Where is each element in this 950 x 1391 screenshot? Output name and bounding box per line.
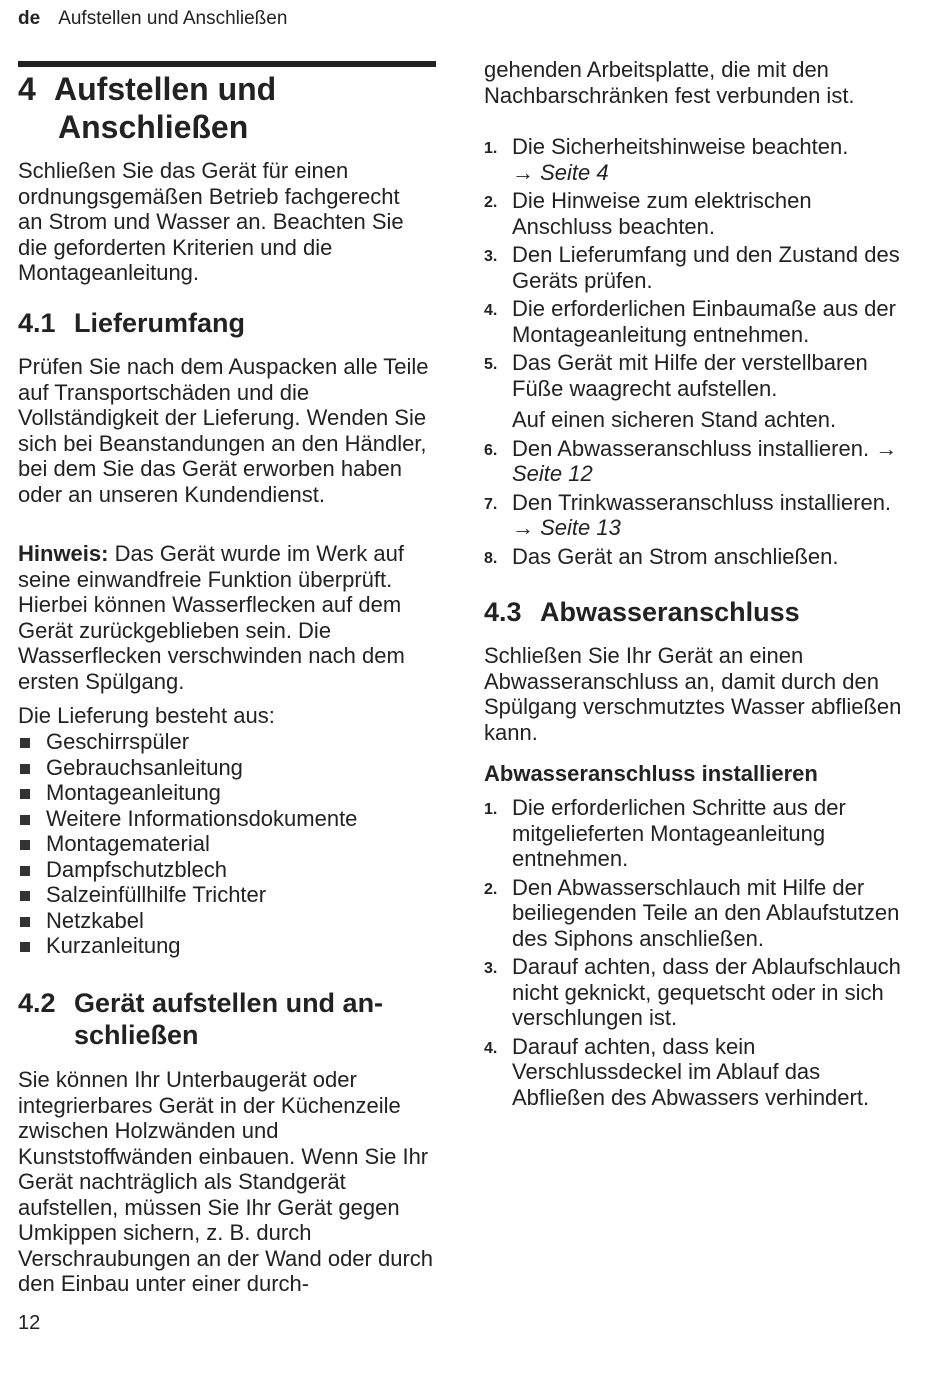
step-text: Das Gerät an Strom anschließen. [512, 543, 839, 569]
list-item [484, 875, 904, 952]
step-text: Den Abwasserschlauch mit Hilfe der beiliegenden Teile an den Ablaufstutzen des Siphons anschließen. [512, 874, 900, 951]
step-text: Die Sicherheitshinweise beachten. [512, 134, 849, 159]
section-4-1-paragraph: Prüfen Sie nach dem Auspacken alle Teile auf Transportschäden und die Vollständigkeit der Lieferung. Wenden Sie sich bei Beanstandungen an den Händler, bei dem Sie das Gerät erworben haben oder an unseren Kundendienst. [18, 354, 429, 507]
list-item: Geschirrspüler [18, 729, 438, 755]
step-number: 3. [484, 960, 498, 977]
delivery-list-intro: Die Lieferung besteht aus: [18, 703, 275, 728]
step-number: 4. [484, 302, 498, 319]
step-number: 1. [484, 801, 498, 818]
language-code: de [18, 8, 41, 29]
step-subtext: Auf einen sicheren Stand achten. [512, 407, 837, 432]
step-number: 8. [484, 549, 498, 567]
note-paragraph [18, 541, 428, 694]
list-item [484, 188, 904, 239]
section-title-line2: schließen [74, 1020, 199, 1050]
list-item: Salzeinfüllhilfe Trichter [18, 882, 438, 908]
section-4-intro: Schließen Sie das Gerät für einen ordnungsgemäßen Betrieb fachgerecht an Strom und Wasser an. Beachten Sie die geforderten Kriterien und die Montageanleitung. [18, 158, 404, 285]
step-text: Darauf achten, dass kein Verschlussdeckel im Ablauf das Abfließen des Abwassers verhindert. [512, 1033, 870, 1110]
step-text: Die erforderlichen Einbaumaße aus der Montageanleitung entnehmen. [512, 296, 896, 347]
step-number: 3. [484, 248, 498, 265]
step-text: Den Lieferumfang und den Zustand des Geräts prüfen. [512, 242, 900, 293]
section-title: Abwasseranschluss [540, 597, 800, 627]
list-item: Netzkabel [18, 908, 438, 934]
setup-steps [484, 134, 904, 572]
step-text: Darauf achten, dass der Ablaufschlauch nicht geknickt, gequetscht oder in sich verschlungen ist. [512, 954, 901, 1030]
step-number: 7. [484, 495, 498, 513]
delivery-list [18, 729, 438, 959]
step-text: Den Abwasseranschluss installieren. [512, 435, 870, 461]
page-link[interactable]: → Seite 12 [512, 435, 898, 486]
step-text: Die erforderlichen Schritte aus der mitgelieferten Montageanleitung entnehmen. [512, 795, 846, 871]
list-item [484, 1034, 904, 1111]
list-item [484, 134, 904, 185]
list-item [484, 954, 904, 1031]
section-title-line2: Anschließen [58, 109, 249, 145]
step-number: 6. [484, 441, 498, 459]
heading-rule [18, 61, 436, 67]
list-item [484, 242, 904, 293]
list-item: Montageanleitung [18, 780, 438, 806]
section-4-heading [18, 70, 276, 146]
step-text: Die Hinweise zum elektrischen Anschluss beachten. [512, 188, 812, 239]
page-number: 12 [18, 1312, 41, 1334]
list-item: Gebrauchsanleitung [18, 755, 438, 781]
note-label: Hinweis: [18, 541, 109, 566]
section-4-2-paragraph: Sie können Ihr Unterbaugerät oder integrierbares Gerät in der Küchenzeile zwischen Holzwänden und Kunststoffwänden einbauen. Wenn Sie Ihr Gerät nachträglich als Standgerät aufstellen, müssen Sie Ihr Gerät gegen Umkippen sichern, z. B. durch Verschraubungen an der Wand oder durch den Einbau unter einer durch- [18, 1067, 434, 1296]
drain-steps [484, 795, 904, 1113]
section-number: 4.1 [18, 308, 56, 338]
list-item [484, 350, 904, 433]
step-number: 1. [484, 140, 498, 157]
note-text: Das Gerät wurde im Werk auf seine einwandfreie Funktion überprüft. Hierbei können Wasserflecken auf dem Gerät zurückgeblieben sein. Die Wasserflecken verschwinden nach dem ersten Spülgang. [18, 541, 405, 694]
page-header [18, 8, 287, 30]
list-item: Montagematerial [18, 831, 438, 857]
section-4-3-paragraph: Schließen Sie Ihr Gerät an einen Abwasseranschluss an, damit durch den Spülgang verschmutztes Wasser abfließen kann. [484, 643, 902, 745]
step-text: Das Gerät mit Hilfe der verstellbaren Füße waagrecht aufstellen. [512, 350, 868, 401]
list-item: Weitere Informationsdokumente [18, 806, 438, 832]
page-link[interactable]: → Seite 4 [512, 159, 609, 185]
list-item [484, 436, 904, 487]
section-title: Lieferumfang [74, 308, 246, 338]
list-item: Dampfschutzblech [18, 857, 438, 883]
list-item [484, 296, 904, 347]
step-number: 4. [484, 1039, 498, 1057]
step-number: 2. [484, 880, 498, 898]
step-number: 5. [484, 356, 498, 373]
list-item [484, 490, 904, 541]
header-title: Aufstellen und Anschließen [58, 8, 288, 29]
section-4-2-paragraph-cont: gehenden Arbeitsplatte, die mit den Nachbarschränken fest verbunden ist. [484, 57, 855, 108]
step-number: 2. [484, 194, 498, 211]
list-item: Kurzanleitung [18, 933, 438, 959]
section-4-3-heading [484, 596, 800, 628]
section-title-line1: Gerät aufstellen und an- [74, 988, 384, 1018]
section-4-2-heading [18, 987, 383, 1051]
page-link[interactable]: → Seite 13 [512, 515, 621, 540]
section-number: 4.3 [484, 597, 522, 627]
list-item [484, 795, 904, 872]
step-text: Den Trinkwasseranschluss installieren. [512, 489, 892, 515]
section-4-1-heading [18, 307, 245, 339]
subsection-heading: Abwasseranschluss installieren [484, 761, 818, 786]
list-item [484, 544, 904, 570]
section-title-line1: Aufstellen und [54, 71, 277, 107]
section-number: 4 [18, 71, 36, 107]
section-number: 4.2 [18, 988, 56, 1018]
